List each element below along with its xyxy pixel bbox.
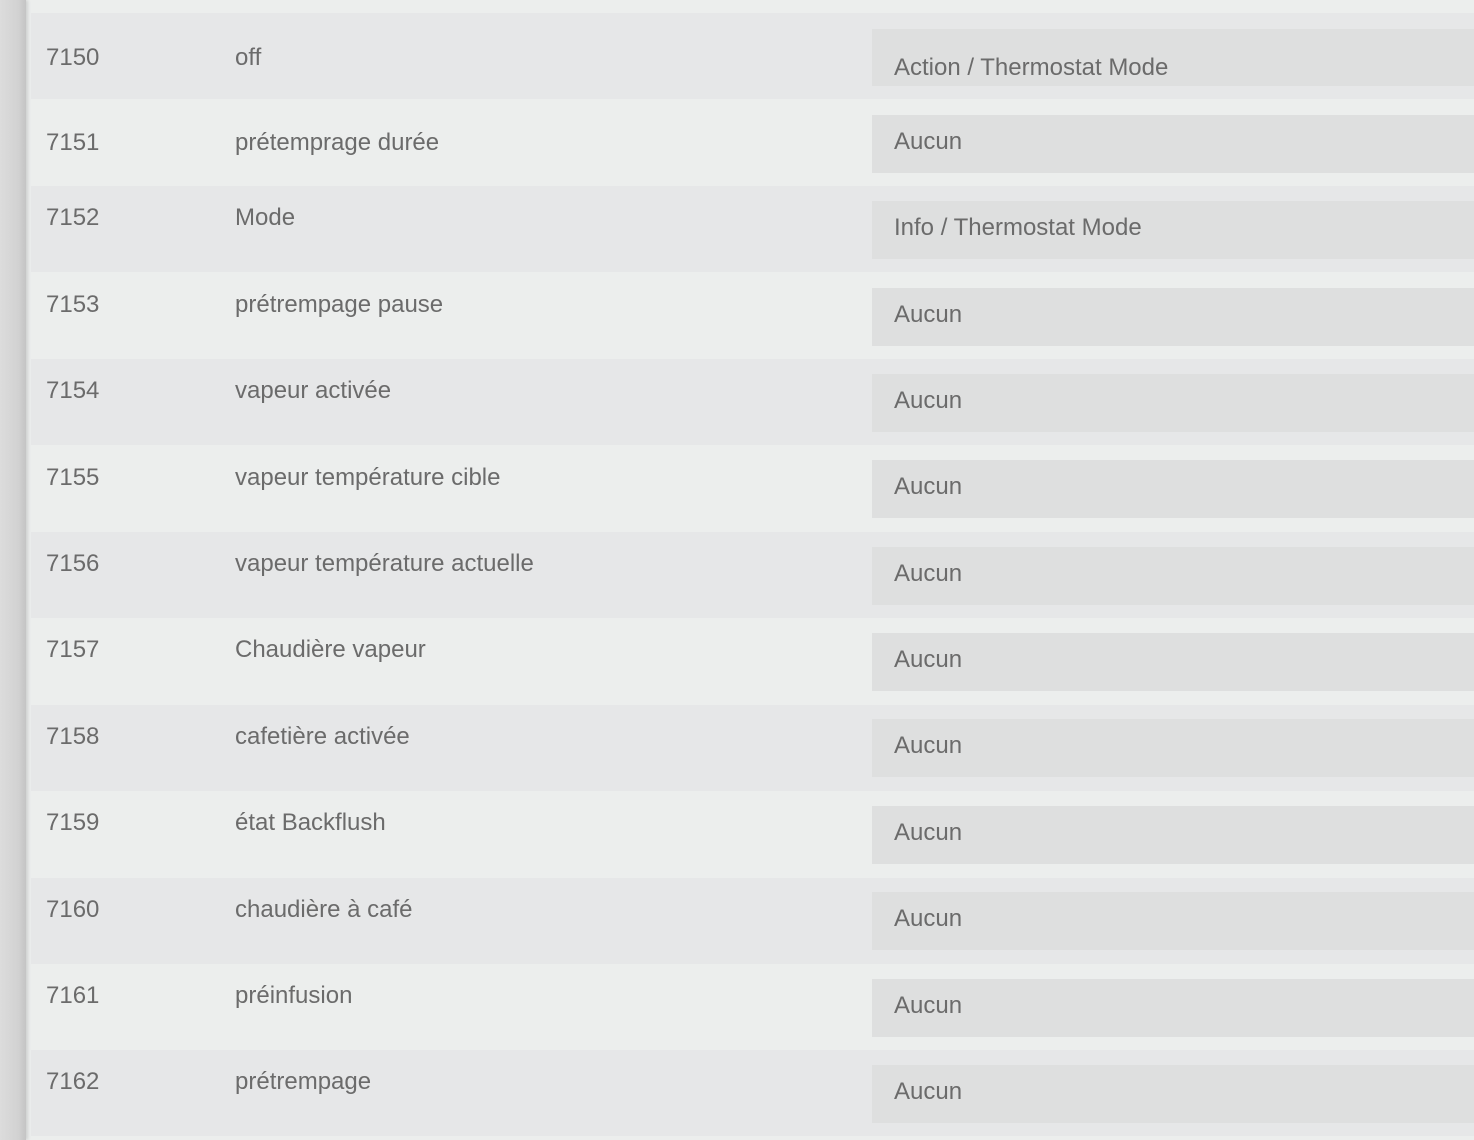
command-id: 7157 bbox=[46, 636, 100, 663]
generic-type-select[interactable]: Aucun bbox=[872, 115, 1474, 173]
table-row bbox=[31, 618, 1474, 704]
command-name: chaudière à café bbox=[235, 896, 413, 923]
command-name: prétemprage durée bbox=[235, 129, 440, 156]
command-id: 7159 bbox=[46, 809, 100, 836]
command-name: Chaudière vapeur bbox=[235, 636, 426, 663]
table-row bbox=[31, 273, 1474, 359]
command-id: 7161 bbox=[46, 982, 100, 1009]
generic-type-select[interactable]: Aucun bbox=[872, 892, 1474, 950]
generic-type-select[interactable]: Aucun bbox=[872, 719, 1474, 777]
table-row bbox=[31, 791, 1474, 877]
command-id: 7162 bbox=[46, 1068, 100, 1095]
table-row bbox=[31, 878, 1474, 964]
left-panel-edge bbox=[0, 0, 26, 1140]
command-name: état Backflush bbox=[235, 809, 386, 836]
command-name: prétrempage bbox=[235, 1068, 372, 1095]
generic-type-select[interactable]: Aucun bbox=[872, 547, 1474, 605]
table-row bbox=[31, 13, 1474, 99]
command-id: 7152 bbox=[46, 204, 100, 231]
table-row bbox=[31, 186, 1474, 272]
table-row bbox=[31, 532, 1474, 618]
generic-type-select[interactable]: Aucun bbox=[872, 1065, 1474, 1123]
generic-type-select[interactable]: Aucun bbox=[872, 633, 1474, 691]
generic-type-select[interactable]: Info / Thermostat Mode bbox=[872, 201, 1474, 259]
table-row bbox=[31, 100, 1474, 186]
command-id: 7153 bbox=[46, 291, 100, 318]
command-id: 7154 bbox=[46, 377, 100, 404]
command-name: off bbox=[235, 44, 262, 71]
command-id: 7155 bbox=[46, 464, 100, 491]
command-name: vapeur activée bbox=[235, 377, 392, 404]
command-id: 7160 bbox=[46, 896, 100, 923]
generic-type-select[interactable]: Aucun bbox=[872, 979, 1474, 1037]
generic-type-select[interactable]: Action / Thermostat Mode bbox=[872, 29, 1474, 86]
command-name: préinfusion bbox=[235, 982, 353, 1009]
table-row bbox=[31, 1050, 1474, 1136]
command-id: 7150 bbox=[46, 44, 100, 71]
table-row bbox=[31, 446, 1474, 532]
generic-type-select[interactable]: Aucun bbox=[872, 374, 1474, 432]
table-row bbox=[31, 359, 1474, 445]
generic-type-select[interactable]: Aucun bbox=[872, 460, 1474, 518]
command-id: 7151 bbox=[46, 129, 100, 156]
command-name: prétrempage pause bbox=[235, 291, 444, 318]
table-row bbox=[31, 964, 1474, 1050]
command-id: 7158 bbox=[46, 723, 100, 750]
commands-table bbox=[31, 0, 1474, 1140]
table-row bbox=[31, 705, 1474, 791]
command-name: vapeur température actuelle bbox=[235, 550, 534, 577]
generic-type-select[interactable]: Aucun bbox=[872, 288, 1474, 346]
command-name: Mode bbox=[235, 204, 296, 231]
generic-type-select[interactable]: Aucun bbox=[872, 806, 1474, 864]
command-name: vapeur température cible bbox=[235, 464, 501, 491]
command-id: 7156 bbox=[46, 550, 100, 577]
command-name: cafetière activée bbox=[235, 723, 410, 750]
